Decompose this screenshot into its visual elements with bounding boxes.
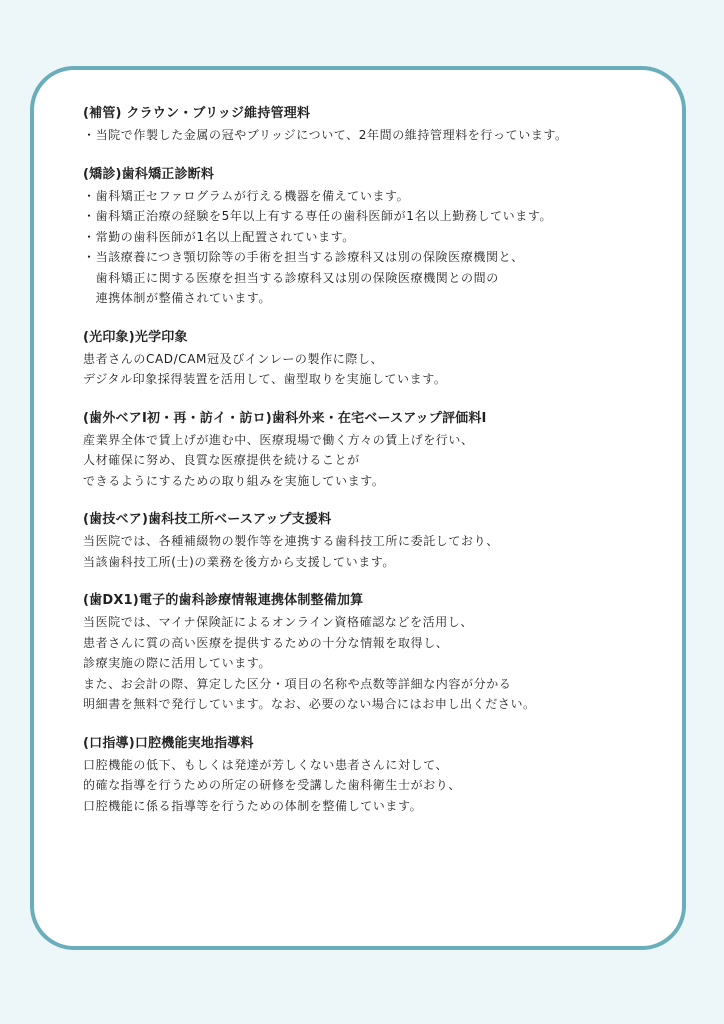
section-heading: (補管) クラウン・ブリッジ維持管理料 [83, 106, 311, 121]
body-line: 明細書を無料で発行しています。なお、必要のない場合にはお申し出ください。 [83, 697, 536, 711]
body-line: デジタル印象採得装置を活用して、歯型取りを実施しています。 [83, 372, 447, 386]
body-line: 患者さんに質の高い医療を提供するための十分な情報を取得し、 [83, 635, 449, 650]
body-line: 産業界全体で賃上げが進む中、医療現場で働く方々の賃上げを行い、 [83, 432, 474, 447]
body-line: ・歯科矯正治療の経験を5年以上有する専任の歯科医師が1名以上勤務しています。 [83, 209, 553, 223]
section-heading: (光印象)光学印象 [83, 329, 188, 345]
body-line: 口腔機能に係る指導等を行うための体制を整備しています。 [83, 798, 423, 813]
body-line: 患者さんのCAD/CAM冠及びインレーの製作に際し、 [83, 351, 384, 366]
section-heading: (歯技ベア)歯科技工所ベースアップ支援料 [83, 512, 332, 527]
body-line: ・常勤の歯科医師が1名以上配置されています。 [83, 229, 355, 244]
section [83, 591, 663, 715]
body-line: ・当該療養につき顎切除等の手術を担当する診療科又は別の保険医療機関と、 [83, 250, 524, 264]
section-heading: (歯DX1)電子的歯科診療情報連携体制整備加算 [83, 593, 364, 608]
section-heading: (歯外ベアⅠ初・再・訪イ・訪ロ)歯科外来・在宅ベースアップ評価料Ⅰ [83, 410, 487, 426]
body-line: 的確な指導を行うための所定の研修を受講した歯科衛生士がおり、 [83, 778, 462, 792]
body-line: 人材確保に努め、良質な医療提供を続けることが [83, 453, 360, 467]
section-heading: (口指導)口腔機能実地指導料 [83, 735, 254, 751]
body-line: 当医院では、マイナ保険証によるオンライン資格確認などを活用し、 [83, 615, 474, 629]
body-line: 口腔機能の低下、もしくは発達が芳しくない患者さんに対して、 [83, 757, 449, 772]
section-heading: (矯診)歯科矯正診断料 [83, 166, 215, 182]
body-line: 診療実施の際に活用しています。 [83, 656, 272, 670]
document-body [83, 104, 663, 835]
body-line: 当医院では、各種補綴物の製作等を連携する歯科技工所に委託しており、 [83, 534, 499, 548]
body-line: 歯科矯正に関する医療を担当する診療科又は別の保険医療機関との間の [83, 270, 499, 285]
body-line: できるようにするための取り組みを実施しています。 [83, 473, 385, 488]
section [83, 734, 663, 817]
body-line: 当該歯科技工所(士)の業務を後方から支援しています。 [83, 554, 396, 569]
section [83, 510, 663, 572]
body-line: 連携体制が整備されています。 [83, 291, 272, 305]
body-line: また、お会計の際、算定した区分・項目の名称や点数等詳細な内容が分かる [83, 676, 512, 691]
body-line: ・歯科矯正セファログラムが行える機器を備えています。 [83, 188, 410, 203]
section [83, 328, 663, 390]
body-line: ・当院で作製した金属の冠やブリッジについて、2年間の維持管理料を行っています。 [83, 128, 568, 142]
section [83, 104, 663, 146]
section [83, 409, 663, 492]
section [83, 165, 663, 309]
